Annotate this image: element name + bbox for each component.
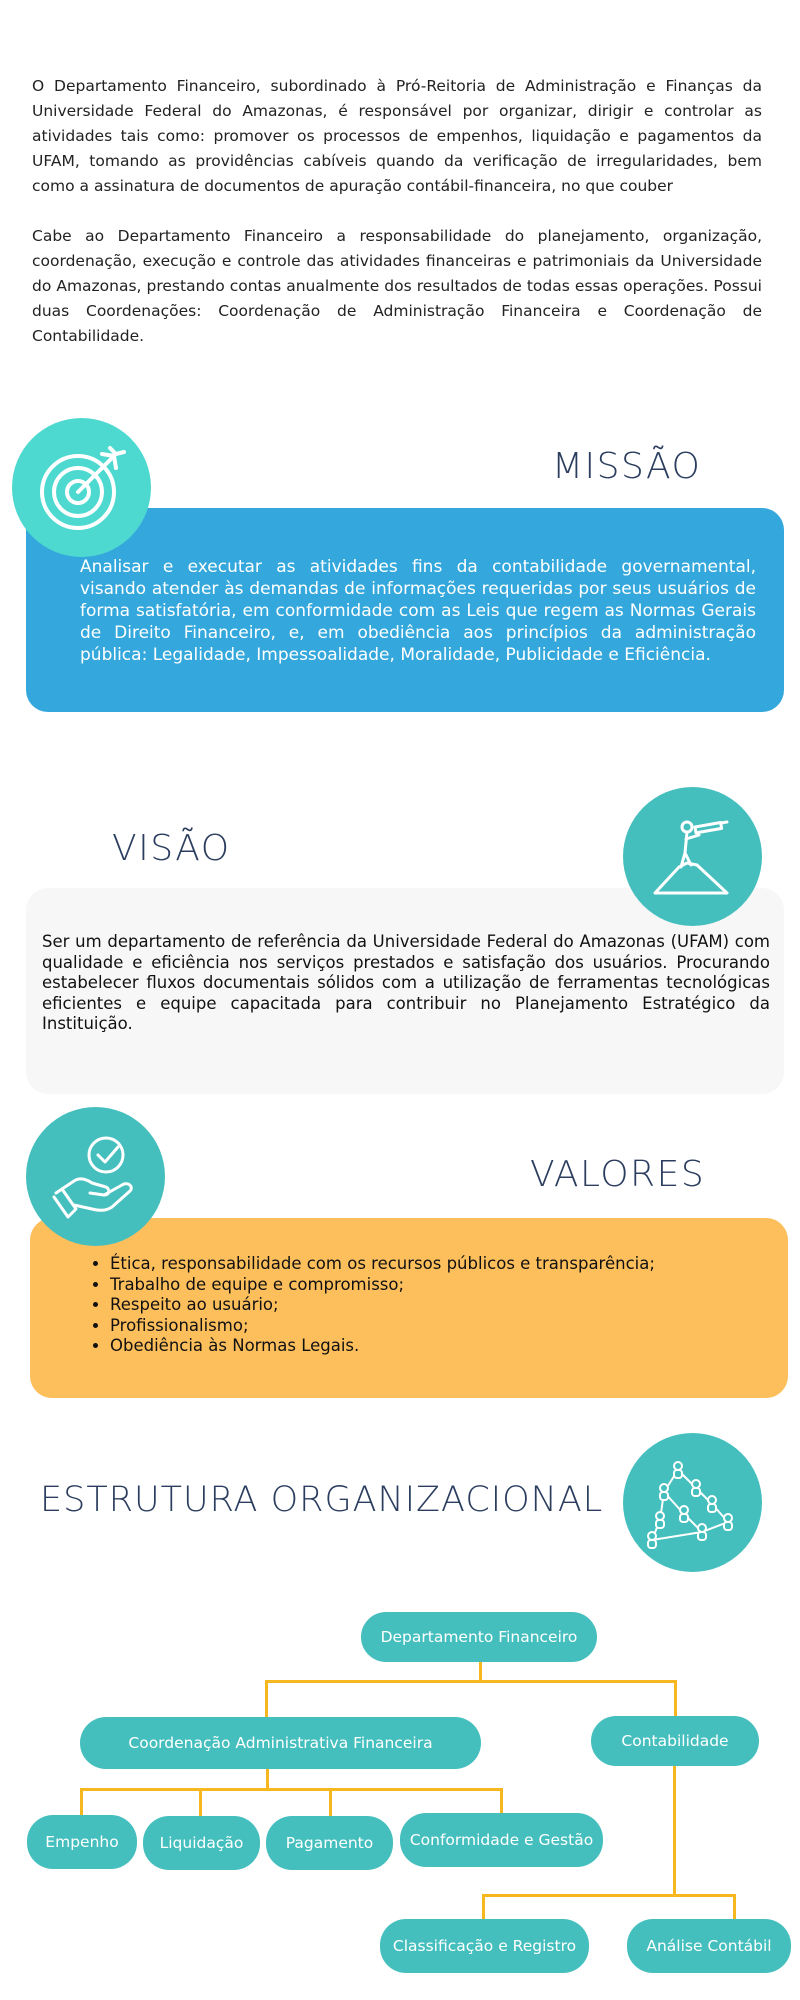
org-node-liquidacao: Liquidação — [143, 1816, 260, 1870]
org-node-contabilidade: Contabilidade — [591, 1716, 759, 1766]
target-icon — [32, 438, 132, 538]
valores-icon-circle — [26, 1107, 165, 1246]
org-node-departamento-financeiro: Departamento Financeiro — [361, 1612, 597, 1662]
visao-icon-circle — [623, 787, 762, 926]
org-node-pagamento: Pagamento — [266, 1816, 393, 1870]
estrutura-title: ESTRUTURA ORGANIZACIONAL — [40, 1480, 604, 1520]
org-node-classificacao-registro: Classificação e Registro — [380, 1919, 589, 1973]
missao-text: Analisar e executar as atividades fins da contabilidade governamental, visando atender às demandas de informações requeridas por seus usuários de forma satisfatória, em conformidade com as Leis que regem as Normas Gerais de Direito Financeiro, e, em obediência aos princípios da administração pública: Legalidade, Impessoalidade, Moralidade, Publicidade e Eficiência. — [80, 557, 756, 665]
visao-title: VISÃO — [112, 828, 231, 869]
org-node-empenho: Empenho — [27, 1815, 137, 1869]
intro-paragraph-1: O Departamento Financeiro, subordinado à Pró-Reitoria de Administração e Finanças da Universidade Federal do Amazonas, é responsável por organizar, dirigir e controlar as atividades tais como: promover os processos de empenhos, liquidação e pagamentos da UFAM, tomando as providências cabíveis quando da verificação de irregularidades, bem como a assinatura de documentos de apuração contábil-financeira, no que couber — [32, 77, 762, 195]
valores-item: • Profissionalismo; — [110, 1316, 768, 1337]
org-node-coordenacao-administrativa: Coordenação Administrativa Financeira — [80, 1717, 481, 1769]
valores-item: • Obediência às Normas Legais. — [110, 1336, 768, 1357]
valores-list — [72, 1254, 768, 1357]
valores-box — [30, 1218, 788, 1398]
valores-item: • Respeito ao usuário; — [110, 1295, 768, 1316]
network-people-icon — [638, 1448, 748, 1558]
estrutura-icon-circle — [623, 1433, 762, 1572]
valores-item: • Ética, responsabilidade com os recursos públicos e transparência; — [110, 1254, 768, 1275]
telescope-icon — [643, 807, 743, 907]
valores-title: VALORES — [530, 1154, 706, 1195]
hand-check-icon — [48, 1129, 144, 1225]
org-node-analise-contabil: Análise Contábil — [627, 1919, 791, 1973]
org-node-conformidade-gestao: Conformidade e Gestão — [400, 1813, 603, 1867]
missao-box — [26, 508, 784, 712]
intro-paragraph-2: Cabe ao Departamento Financeiro a responsabilidade do planejamento, organização, coordenação, execução e controle das atividades financeiras e patrimoniais da Universidade do Amazonas, prestando contas anualmente dos resultados de todas essas operações. Possui duas Coordenações: Coordenação de Administração Financeira e Coordenação de Contabilidade. — [32, 227, 762, 345]
valores-item: • Trabalho de equipe e compromisso; — [110, 1275, 768, 1296]
visao-text: Ser um departamento de referência da Universidade Federal do Amazonas (UFAM) com qualidade e eficiência nos serviços prestados e satisfação dos usuários. Procurando estabelecer fluxos documentais sólidos com a utilização de ferramentas tecnológicas eficientes e equipe capacitada para contribuir no Planejamento Estratégico da Instituição. — [42, 932, 770, 1033]
missao-title: MISSÃO — [552, 446, 702, 487]
intro-section — [32, 74, 762, 349]
missao-icon-circle — [12, 418, 151, 557]
